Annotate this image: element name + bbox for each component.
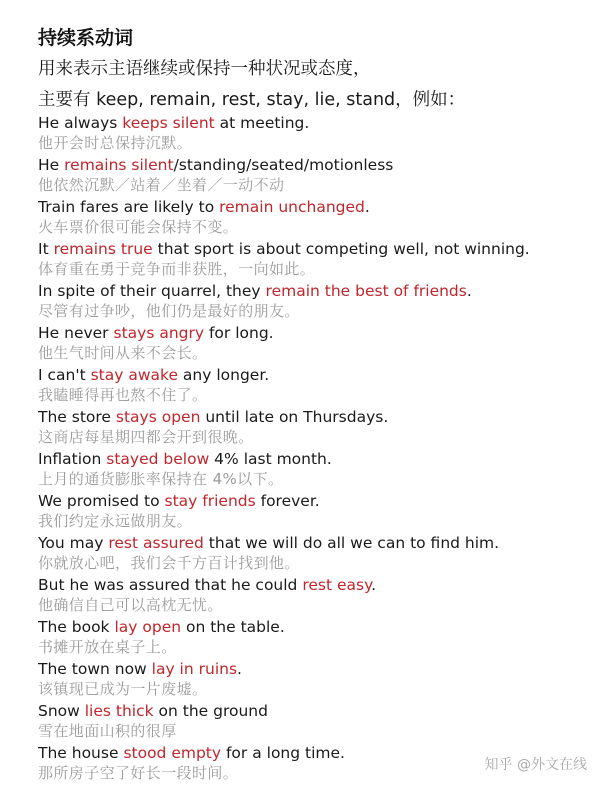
example-translation: 书摊开放在桌子上。 (38, 638, 177, 656)
example-text-after: . (237, 660, 242, 678)
example-item (38, 533, 598, 575)
linking-verb-phrase: stay awake (90, 366, 178, 384)
example-text-before: I can't (38, 366, 91, 384)
example-english (38, 323, 598, 344)
example-translation: 他依然沉默／站着／坐着／一动不动 (38, 176, 285, 194)
example-translation: 该镇现已成为一片废墟。 (38, 680, 208, 698)
example-text-before: We promised to (38, 492, 165, 510)
example-english (38, 281, 598, 302)
example-translation: 体育重在勇于竞争而非获胜，一向如此。 (38, 260, 316, 278)
example-text-after: at meeting. (214, 114, 310, 132)
linking-verb-phrase: stayed below (106, 450, 210, 468)
example-item (38, 617, 598, 659)
example-translation: 他开会时总保持沉默。 (38, 134, 193, 152)
example-translation: 那所房子空了好长一段时间。 (38, 764, 239, 782)
example-translation: 我瞌睡得再也熬不住了。 (38, 386, 208, 404)
example-item (38, 155, 598, 197)
page-title: 持续系动词 (38, 27, 134, 49)
example-text-after: that we will do all we can to find him. (203, 534, 500, 552)
example-text-before: He never (38, 324, 114, 342)
example-text-after: on the table. (181, 618, 285, 636)
example-text-after: . (466, 282, 472, 300)
example-english (38, 407, 598, 428)
example-text-before: The town now (38, 660, 152, 678)
example-text-before: The house (38, 744, 124, 762)
linking-verb-phrase: remain the best of friends (265, 282, 467, 300)
linking-verb-phrase: stays angry (113, 324, 205, 342)
example-english (38, 365, 598, 386)
example-text-before: Snow (38, 702, 85, 720)
example-text-before: Inflation (38, 450, 107, 468)
example-item (38, 407, 598, 449)
example-item (38, 575, 598, 617)
intro-line-2: 主要有 keep, remain, rest, stay, lie, stand，例如： (38, 90, 466, 110)
example-item (38, 323, 598, 365)
example-translation: 我们约定永远做朋友。 (38, 512, 193, 530)
example-english (38, 239, 598, 260)
example-english (38, 659, 598, 680)
linking-verb-phrase: lay open (114, 618, 182, 636)
example-translation: 你就放心吧，我们会千方百计找到他。 (38, 554, 300, 572)
example-item (38, 491, 598, 533)
example-item (38, 197, 598, 239)
example-item (38, 365, 598, 407)
intro-line-1: 用来表示主语继续或保持一种状况或态度， (38, 59, 371, 79)
linking-verb-phrase: remains silent (64, 156, 174, 174)
example-english (38, 113, 598, 134)
example-text-before: He (38, 156, 65, 174)
example-translation: 上月的通货膨胀率保持在 4%以下。 (38, 470, 284, 488)
example-english (38, 533, 598, 554)
example-item (38, 281, 598, 323)
example-translation: 雪在地面山积的很厚 (38, 722, 177, 740)
example-text-before: You may (38, 534, 109, 552)
example-translation: 火车票价很可能会保持不变。 (38, 218, 239, 236)
example-english (38, 197, 598, 218)
example-text-after: that sport is about competing well, not winning. (152, 240, 530, 258)
example-translation: 他生气时间从来不会长。 (38, 344, 208, 362)
linking-verb-phrase: lies thick (84, 702, 154, 720)
watermark: 知乎 @外文在线 (484, 757, 587, 773)
example-translation: 尽管有过争吵，他们仍是最好的朋友。 (38, 302, 300, 320)
linking-verb-phrase: lay in ruins (151, 660, 238, 678)
example-text-before: The store (38, 408, 116, 426)
example-english (38, 449, 598, 470)
example-translation: 这商店每星期四都会开到很晚。 (38, 428, 254, 446)
linking-verb-phrase: stood empty (123, 744, 222, 762)
linking-verb-phrase: rest assured (108, 534, 204, 552)
example-translation: 他确信自己可以高枕无忧。 (38, 596, 223, 614)
example-item (38, 113, 598, 155)
example-item (38, 701, 598, 743)
example-text-after: until late on Thursdays. (200, 408, 389, 426)
example-english (38, 701, 598, 722)
example-english (38, 491, 598, 512)
example-text-after: 4% last month. (209, 450, 332, 468)
example-text-after: /standing/seated/motionless (173, 156, 394, 174)
example-text-after: for a long time. (221, 744, 345, 762)
example-list (38, 113, 598, 785)
linking-verb-phrase: stay friends (164, 492, 256, 510)
example-text-before: But he was assured that he could (38, 576, 303, 594)
example-text-after: . (371, 576, 376, 594)
example-text-after: forever. (255, 492, 320, 510)
example-text-before: He always (38, 114, 123, 132)
example-text-before: It (38, 240, 54, 258)
linking-verb-phrase: rest easy (302, 576, 372, 594)
example-item (38, 239, 598, 281)
example-text-before: The book (38, 618, 115, 636)
example-text-after: for long. (204, 324, 274, 342)
example-text-after: any longer. (178, 366, 270, 384)
example-text-after: on the ground (153, 702, 268, 720)
linking-verb-phrase: remain unchanged (219, 198, 365, 216)
example-text-before: In spite of their quarrel, they (38, 282, 266, 300)
example-english (38, 155, 598, 176)
example-english (38, 617, 598, 638)
example-english (38, 575, 598, 596)
example-text-after: . (364, 198, 370, 216)
example-item (38, 659, 598, 701)
linking-verb-phrase: stays open (115, 408, 201, 426)
linking-verb-phrase: remains true (53, 240, 153, 258)
example-text-before: Train fares are likely to (38, 198, 220, 216)
example-item (38, 449, 598, 491)
linking-verb-phrase: keeps silent (122, 114, 215, 132)
